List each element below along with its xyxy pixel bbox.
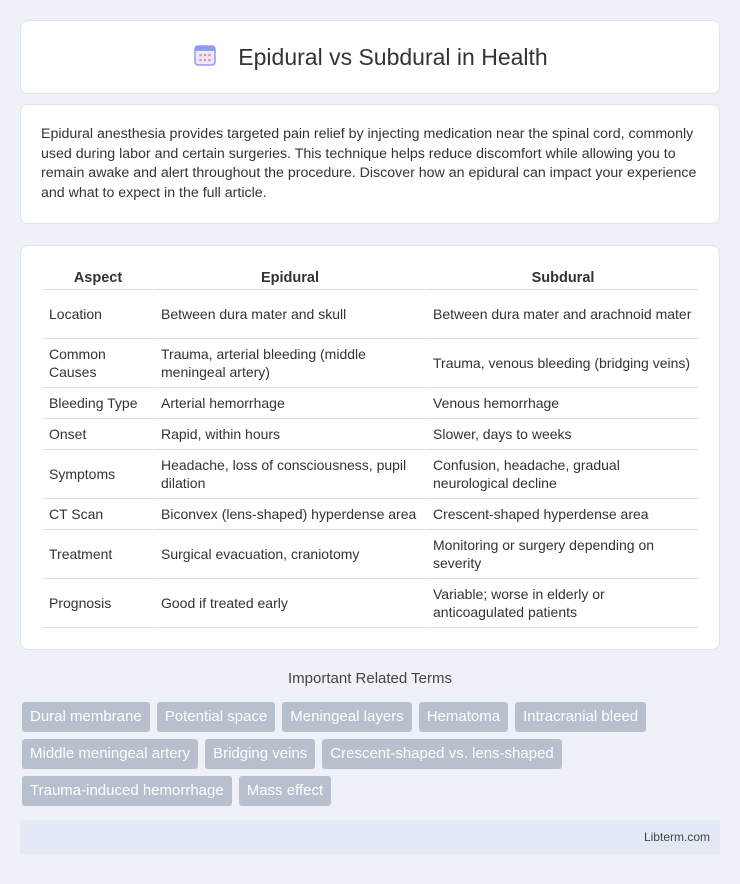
row-epidural: Good if treated early [153, 579, 425, 628]
comparison-card [20, 245, 720, 650]
footer [20, 820, 720, 854]
header-subdural: Subdural [425, 266, 699, 290]
row-subdural: Between dura mater and arachnoid mater [425, 290, 699, 339]
header-card [20, 20, 720, 94]
table-row [43, 419, 699, 450]
row-aspect: Location [43, 290, 153, 339]
row-epidural: Headache, loss of consciousness, pupil dilation [153, 450, 425, 499]
tag-mass-effect[interactable]: Mass effect [239, 776, 331, 806]
row-epidural: Trauma, arterial bleeding (middle meningeal artery) [153, 339, 425, 388]
row-aspect: Prognosis [43, 579, 153, 628]
row-aspect: Bleeding Type [43, 388, 153, 419]
tag-potential-space[interactable]: Potential space [157, 702, 276, 732]
table-row [43, 499, 699, 530]
row-aspect: Symptoms [43, 450, 153, 499]
intro-text: Epidural anesthesia provides targeted pain relief by injecting medication near the spinal cord, commonly used during labor and certain surgeries. This technique helps reduce discomfort while allowing you to remain awake and alert throughout the procedure. Discover how an epidural can impact your experience and what to expect in the full article. [41, 126, 697, 201]
footer-site-link[interactable]: Libterm.com [643, 830, 710, 844]
related-terms-tags [22, 702, 712, 806]
tag-trauma-induced-hemorrhage[interactable]: Trauma-induced hemorrhage [22, 776, 232, 806]
row-subdural: Confusion, headache, gradual neurological decline [425, 450, 699, 499]
related-terms-title: Important Related Terms [288, 670, 452, 687]
row-subdural: Slower, days to weeks [425, 419, 699, 450]
tag-meningeal-layers[interactable]: Meningeal layers [282, 702, 411, 732]
row-epidural: Biconvex (lens-shaped) hyperdense area [153, 499, 425, 530]
row-aspect: Onset [43, 419, 153, 450]
row-subdural: Crescent-shaped hyperdense area [425, 499, 699, 530]
header-aspect: Aspect [43, 266, 153, 290]
table-row [43, 339, 699, 388]
table-header-row [43, 266, 699, 290]
title-wrap [192, 42, 547, 73]
tag-intracranial-bleed[interactable]: Intracranial bleed [515, 702, 646, 732]
table-row [43, 290, 699, 339]
intro-card [20, 104, 720, 224]
tag-dural-membrane[interactable]: Dural membrane [22, 702, 150, 732]
table-row [43, 450, 699, 499]
comparison-table [43, 266, 699, 628]
table-row [43, 579, 699, 628]
row-aspect: Treatment [43, 530, 153, 579]
table-row [43, 388, 699, 419]
calendar-icon [192, 42, 218, 73]
tag-bridging-veins[interactable]: Bridging veins [205, 739, 315, 769]
header-epidural: Epidural [153, 266, 425, 290]
row-aspect: CT Scan [43, 499, 153, 530]
tag-hematoma[interactable]: Hematoma [419, 702, 508, 732]
row-subdural: Monitoring or surgery depending on severity [425, 530, 699, 579]
row-subdural: Variable; worse in elderly or anticoagulated patients [425, 579, 699, 628]
row-aspect: Common Causes [43, 339, 153, 388]
tag-middle-meningeal-artery[interactable]: Middle meningeal artery [22, 739, 198, 769]
tag-crescent-vs-lens[interactable]: Crescent-shaped vs. lens-shaped [322, 739, 561, 769]
page-title: Epidural vs Subdural in Health [238, 43, 548, 70]
row-epidural: Between dura mater and skull [153, 290, 425, 339]
table-row [43, 530, 699, 579]
row-epidural: Rapid, within hours [153, 419, 425, 450]
row-subdural: Venous hemorrhage [425, 388, 699, 419]
row-epidural: Arterial hemorrhage [153, 388, 425, 419]
row-subdural: Trauma, venous bleeding (bridging veins) [425, 339, 699, 388]
row-epidural: Surgical evacuation, craniotomy [153, 530, 425, 579]
